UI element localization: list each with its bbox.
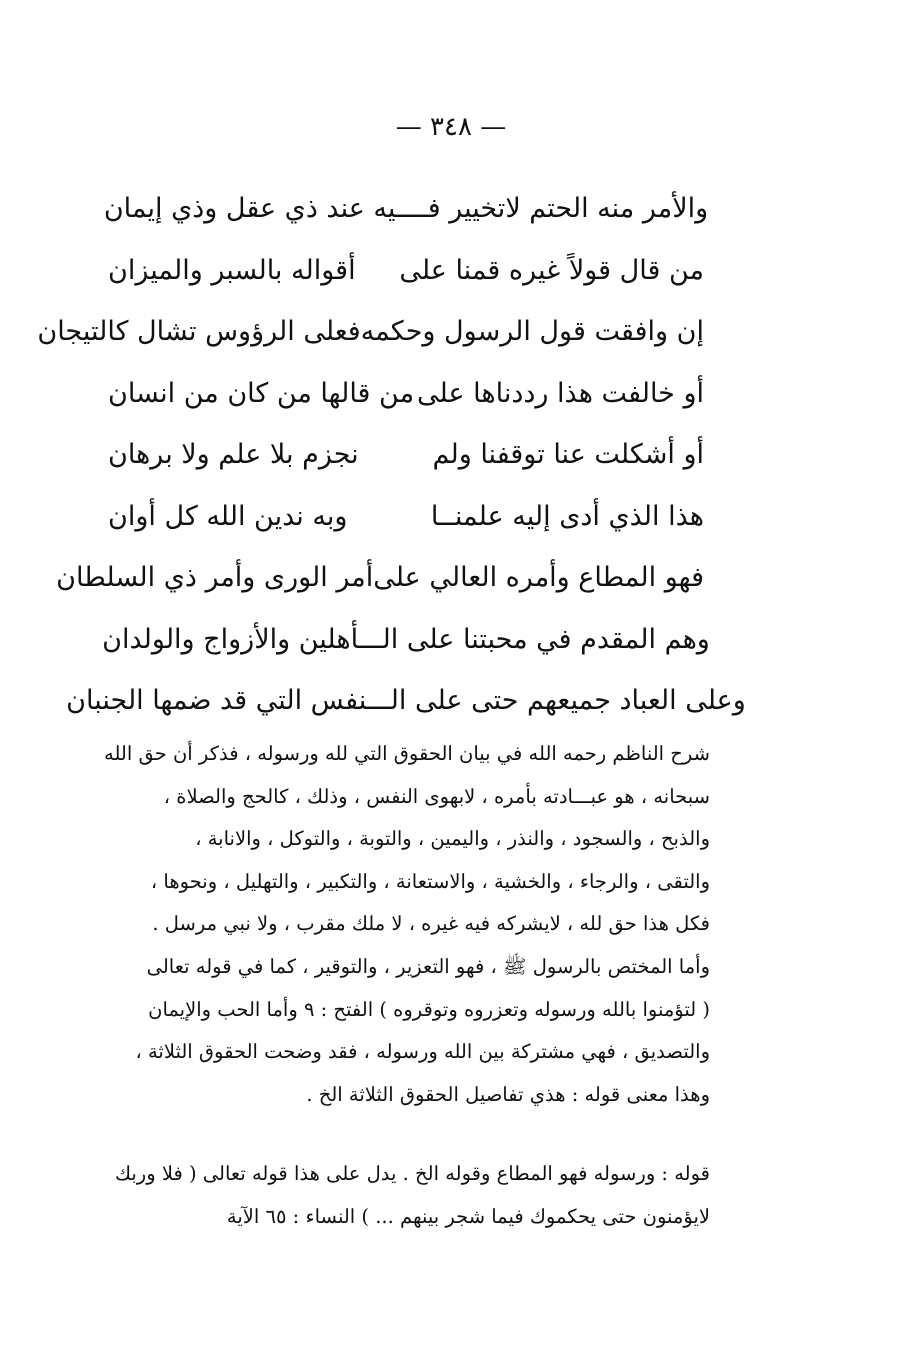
commentary-line: والتصديق ، فهي مشتركة بين الله ورسوله ، فقد وضحت الحقوق الثلاثة ، (135, 1040, 710, 1064)
verse-first-hemistich: إن وافقت قول الرسول وحكمه (360, 316, 704, 348)
verse-4 (108, 363, 704, 425)
commentary-line: شرح الناظم رحمه الله في بيان الحقوق التي لله ورسوله ، فذكر أن حق الله (104, 742, 710, 765)
verse-3 (37, 301, 704, 363)
verse-first-hemistich: فهو المطاع وأمره العالي على (373, 562, 704, 594)
commentary-line: وهذا معنى قوله : هذي تفاصيل الحقوق الثلاثة الخ . (306, 1082, 710, 1106)
verse-5 (108, 424, 704, 486)
verse-first-hemistich: من قال قولاً غيره قمنا على (399, 254, 704, 286)
verse-7 (56, 547, 704, 609)
verse-text: وعلى العباد جميعهم حتى على الـــنفس التي قد ضمها الجنبان (66, 685, 746, 717)
commentary-line: والذبح ، والسجود ، والنذر ، واليمين ، والتوبة ، والتوكل ، والانابة ، (195, 827, 710, 851)
verse-second-hemistich: وبه ندين الله كل أوان (108, 500, 348, 532)
verse-text: وهم المقدم في محبتنا على الـــأهلين والأزواج والولدان (102, 623, 710, 655)
poem (37, 178, 746, 732)
commentary-line: وأما المختص بالرسول ﷺ ، فهو التعزير ، والتوقير ، كما في قوله تعالى (146, 954, 710, 978)
verse-1 (103, 178, 709, 240)
verse-first-hemistich: أو خالفت هذا رددناها على (417, 377, 704, 409)
footnote-line: قوله : ورسوله فهو المطاع وقوله الخ . يدل على هذا قوله تعالى ( فلا وربك (114, 1162, 710, 1185)
verse-second-hemistich: أمر الورى وأمر ذي السلطان (56, 562, 374, 594)
commentary-line: فكل هذا حق لله ، لايشركه فيه غيره ، لا ملك مقرب ، ولا نبي مرسل . (152, 912, 710, 936)
commentary-line: ( لتؤمنوا بالله ورسوله وتعزروه وتوقروه ) الفتح : ٩ وأما الحب والإيمان (148, 997, 710, 1021)
footnote-line: لايؤمنون حتى يحكموك فيما شجر بينهم ... ) النساء : ٦٥ الآية (226, 1205, 710, 1228)
verse-9 (66, 670, 746, 732)
verse-8 (102, 609, 710, 671)
commentary-line: والتقى ، والرجاء ، والخشية ، والاستعانة ، والتكبير ، والتهليل ، ونحوها ، (150, 869, 710, 893)
commentary-paragraph (92, 733, 710, 1116)
verse-first-hemistich: أو أشكلت عنا توقفنا ولم (432, 439, 704, 471)
verse-6 (108, 486, 704, 548)
commentary-line: سبحانه ، هو عبـــادته بأمره ، لابهوى النفس ، وذلك ، كالحج والصلاة ، (163, 784, 710, 808)
page-number: — ٣٤٨ — (395, 112, 507, 142)
footnote (92, 1152, 710, 1238)
verse-first-hemistich: هذا الذي أدى إليه علمنــا (430, 500, 704, 532)
verse-second-hemistich: من قالها من كان من انسان (108, 377, 415, 409)
verse-2 (108, 240, 704, 302)
verse-second-hemistich: فعلى الرؤوس تشال كالتيجان (37, 316, 361, 348)
verse-second-hemistich: نجزم بلا علم ولا برهان (108, 439, 359, 471)
verse-second-hemistich: أقواله بالسبر والميزان (108, 254, 356, 286)
verse-text: والأمر منه الحتم لاتخيير فــــيه عند ذي عقل وذي إيمان (103, 193, 709, 225)
